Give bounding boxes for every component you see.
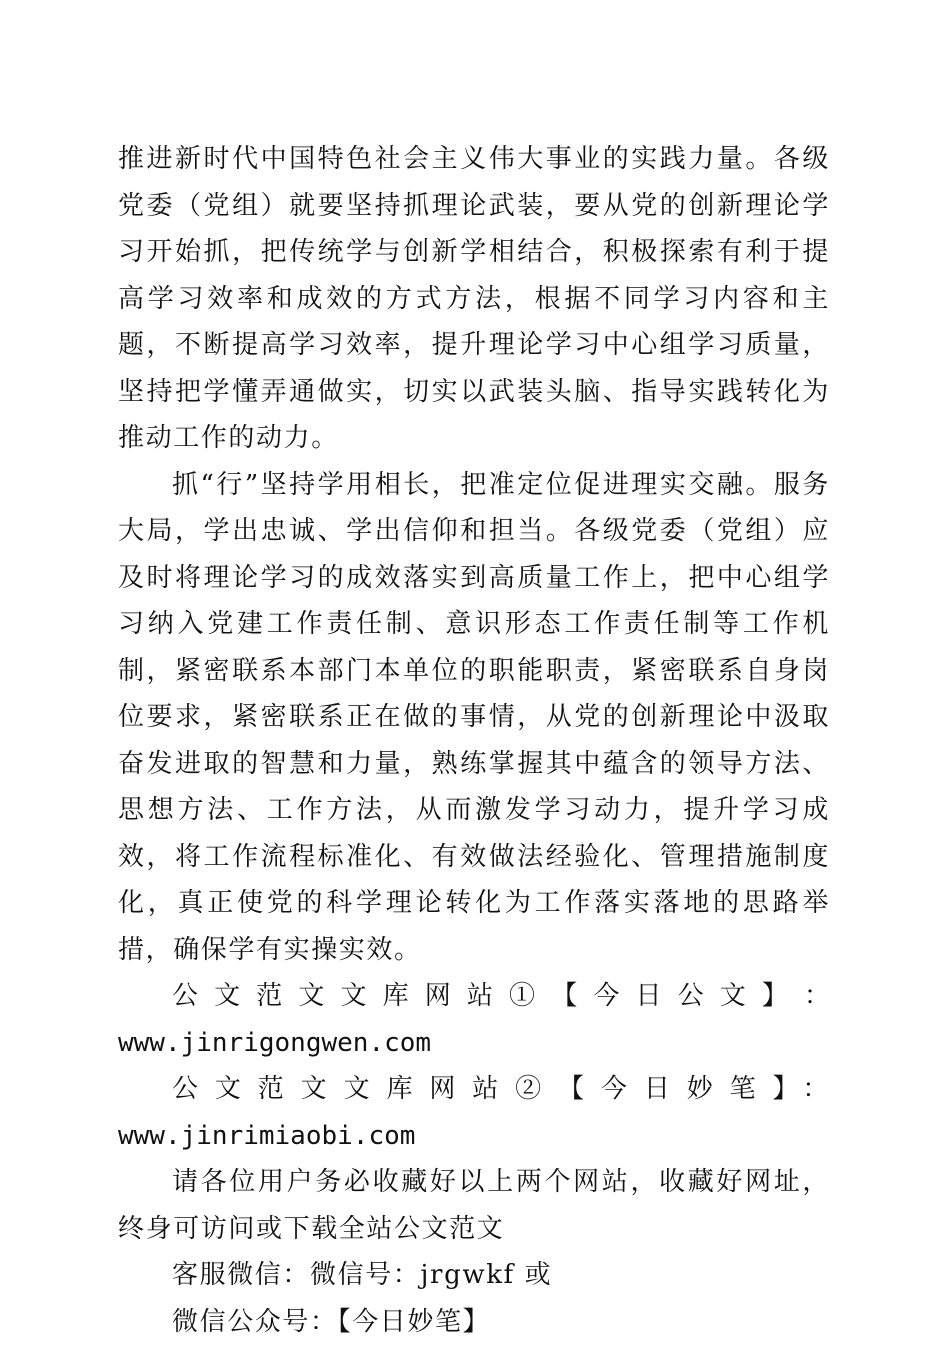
- site2-line: [118, 1066, 830, 1159]
- site1-url: www.jinrigongwen.com: [118, 1020, 830, 1067]
- customer-service-wechat: 客服微信：微信号：jrgwkf 或: [118, 1252, 830, 1299]
- paragraph-theory-armament: 推进新时代中国特色社会主义伟大事业的实践力量。各级党委（党组）就要坚持抓理论武装，要从党的创新理论学习开始抓，把传统学与创新学相结合，积极探索有利于提高学习效率和成效的方式方法，根据不同学习内容和主题，不断提高学习效率，提升理论学习中心组学习质量，坚持把学懂弄通做实，切实以武装头脑、指导实践转化为推动工作的动力。: [118, 136, 830, 462]
- site1-label: 公 文 范 文 文 库 网 站 ① 【 今 日 公 文 】 ：: [118, 973, 830, 1020]
- notice-text: 请各位用户务必收藏好以上两个网站，收藏好网址，终身可访问或下载全站公文范文: [118, 1159, 830, 1252]
- official-account: 微信公众号：【今日妙笔】: [118, 1299, 830, 1345]
- paragraph-learning-practice: 抓“行”坚持学用相长，把准定位促进理实交融。服务大局，学出忠诚、学出信仰和担当。各级党委（党组）应及时将理论学习的成效落实到高质量工作上，把中心组学习纳入党建工作责任制、意识形态工作责任制等工作机制，紧密联系本部门本单位的职能职责，紧密联系自身岗位要求，紧密联系正在做的事情，从党的创新理论中汲取奋发进取的智慧和力量，熟练掌握其中蕴含的领导方法、思想方法、工作方法，从而激发学习动力，提升学习成效，将工作流程标准化、有效做法经验化、管理措施制度化，真正使党的科学理论转化为工作落实落地的思路举措，确保学有实操实效。: [118, 462, 830, 974]
- site2-label: 公文范文文库网站②【今日妙笔】：: [172, 1074, 830, 1104]
- site2-url: www.jinrimiaobi.com: [118, 1121, 415, 1151]
- document-body: [118, 136, 830, 1345]
